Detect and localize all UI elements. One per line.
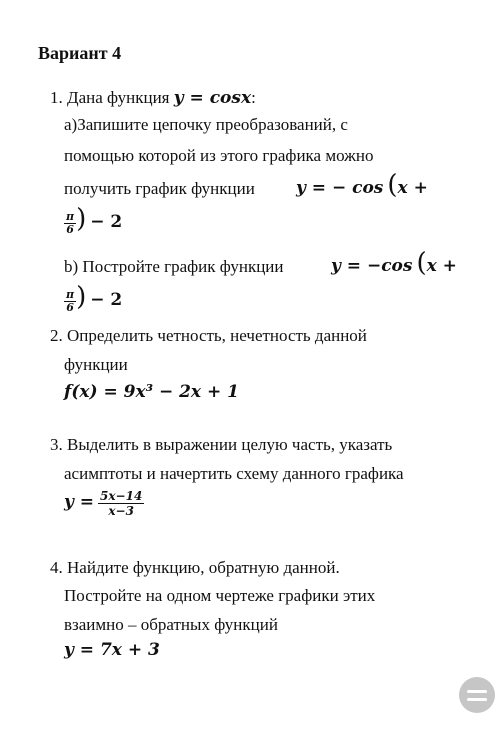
menu-icon-bar bbox=[467, 698, 487, 701]
task2-line2: функции bbox=[64, 355, 128, 374]
task1-b-formula-lhs: y = −cos bbox=[331, 256, 413, 276]
task4-formula: y = 7x + 3 bbox=[64, 640, 160, 660]
left-paren: ( bbox=[387, 170, 398, 200]
floating-menu-button[interactable] bbox=[459, 677, 495, 713]
task3-denominator: x−3 bbox=[108, 504, 134, 518]
right-paren: ) bbox=[76, 282, 87, 312]
task3-numerator: 5x−14 bbox=[100, 489, 143, 503]
task1-colon: : bbox=[251, 88, 256, 107]
task1-a-line2: помощью которой из этого графика можно bbox=[64, 146, 374, 165]
task2-formula: f(x) = 9x³ − 2x + 1 bbox=[64, 382, 239, 402]
task3-line2: асимптоты и начертить схему данного графика bbox=[64, 464, 404, 483]
task1-a-formula-cont bbox=[64, 206, 122, 236]
task1-function: y = cosx bbox=[173, 88, 252, 108]
task1-a-line1: а)Запишите цепочку преобразований, с bbox=[64, 115, 348, 134]
task3-y-eq: y = bbox=[64, 492, 95, 513]
task2-line1: 2. Определить четность, нечетность данной bbox=[50, 326, 367, 345]
pi-over-6-fraction: $\frac{\pi}{6}$ bbox=[66, 209, 75, 236]
pi-over-6-fraction: $\frac{\pi}{6}$ bbox=[66, 287, 75, 314]
left-paren: ( bbox=[416, 248, 427, 278]
task1-a-minus2: − 2 bbox=[90, 212, 123, 232]
task1-b-formula-cont bbox=[64, 284, 122, 314]
task1-lead: 1. Дана функция bbox=[50, 88, 174, 107]
task4-line2: Постройте на одном чертеже графики этих bbox=[64, 586, 376, 605]
right-paren: ) bbox=[76, 204, 87, 234]
menu-icon bbox=[467, 690, 487, 693]
task4-line3: взаимно – обратных функций bbox=[64, 615, 278, 634]
task3-formula bbox=[64, 489, 144, 518]
task1-b-formula bbox=[331, 250, 457, 276]
task1-intro bbox=[50, 87, 256, 109]
task1-a-x-plus: x + bbox=[397, 178, 428, 198]
task1-a-formula bbox=[296, 172, 428, 198]
task1-a-line3: получить график функции bbox=[64, 179, 255, 198]
task1-a-formula-lhs: y = − cos bbox=[296, 178, 384, 198]
variant-title: Вариант 4 bbox=[38, 43, 122, 63]
task4-line1: 4. Найдите функцию, обратную данной. bbox=[50, 558, 340, 577]
task1-b-text: b) Постройте график функции bbox=[64, 257, 284, 276]
task1-b-minus2: − 2 bbox=[90, 290, 123, 310]
task3-line1: 3. Выделить в выражении целую часть, указать bbox=[50, 435, 393, 454]
task3-fraction bbox=[98, 489, 144, 518]
task1-b-x-plus: x + bbox=[426, 256, 457, 276]
